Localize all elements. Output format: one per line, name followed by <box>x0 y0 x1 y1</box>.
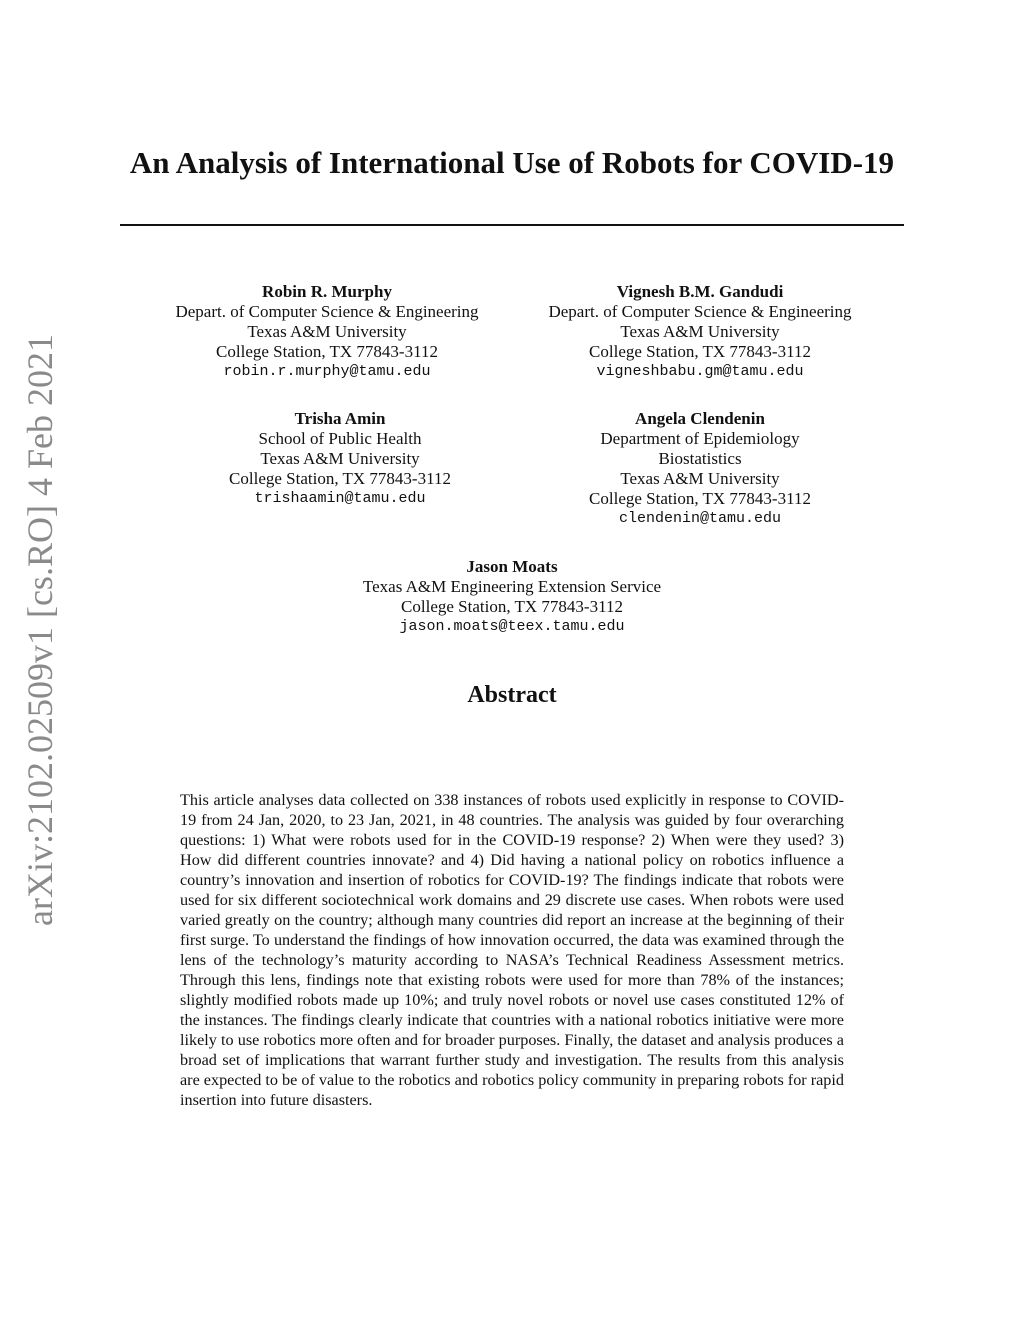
author-affiliation: Texas A&M University <box>247 322 407 341</box>
author-block <box>130 282 524 382</box>
author-address: College Station, TX 77843-3112 <box>229 469 451 488</box>
author-address: College Station, TX 77843-3112 <box>589 489 811 508</box>
author-email[interactable]: trishaamin@tamu.edu <box>254 490 426 507</box>
author-block <box>500 282 900 382</box>
author-name: Angela Clendenin <box>635 409 765 428</box>
author-affiliation: Biostatistics <box>658 449 742 468</box>
title-rule <box>120 224 904 226</box>
author-address: College Station, TX 77843-3112 <box>401 597 623 616</box>
author-address: College Station, TX 77843-3112 <box>216 342 438 361</box>
author-name: Jason Moats <box>466 557 558 576</box>
author-address: College Station, TX 77843-3112 <box>589 342 811 361</box>
author-affiliation: Department of Epidemiology <box>600 429 800 448</box>
author-affiliation: Texas A&M Engineering Extension Service <box>362 577 662 596</box>
author-affiliation: Depart. of Computer Science & Engineering <box>175 302 479 321</box>
author-email[interactable]: vigneshbabu.gm@tamu.edu <box>596 363 804 380</box>
author-affiliation: Texas A&M University <box>620 469 780 488</box>
author-name: Trisha Amin <box>294 409 386 428</box>
author-name: Robin R. Murphy <box>262 282 392 301</box>
author-affiliation: Texas A&M University <box>620 322 780 341</box>
author-block <box>540 409 860 529</box>
abstract-text: This article analyses data collected on 338 instances of robots used explicitly in response to COVID-19 from 24 Jan, 2020, to 23 Jan, 2021, in 48 countries. The analysis was guided by four overarching questions: 1) What were robots used for in the COVID-19 response? 2) When were they used? 3) How did different countries innovate? and 4) Did having a national policy on robotics influence a country’s innovation and insertion of robotics for COVID-19? The findings indicate that robots were used for six different sociotechnical work domains and 29 discrete use cases. When robots were used varied greatly on the country; although many countries did report an increase at the beginning of their first surge. To understand the findings of how innovation occurred, the data was examined through the lens of the technology’s maturity according to NASA’s Technical Readiness Assessment metrics. Through this lens, findings note that existing robots were used for more than 78% of the instances; slightly modified robots made up 10%; and truly novel robots or novel use cases constituted 12% of the instances. The findings clearly indicate that countries with a national robotics initiative were more likely to use robotics more often and for broader purposes. Finally, the dataset and analysis produces a broad set of implications that warrant further study and investigation. The results from this analysis are expected to be of value to the robotics and robotics policy community in preparing robots for rapid insertion into future disasters. <box>180 791 844 1109</box>
author-affiliation: Depart. of Computer Science & Engineering <box>548 302 852 321</box>
author-block <box>312 557 712 637</box>
author-email[interactable]: jason.moats@teex.tamu.edu <box>399 618 625 635</box>
author-block <box>190 409 490 509</box>
author-name: Vignesh B.M. Gandudi <box>616 282 784 301</box>
paper-title: An Analysis of International Use of Robots for COVID-19 <box>129 145 895 180</box>
author-email[interactable]: robin.r.murphy@tamu.edu <box>223 363 431 380</box>
abstract-heading: Abstract <box>467 682 557 708</box>
arxiv-identifier: arXiv:2102.02509v1 [cs.RO] 4 Feb 2021 <box>20 334 60 926</box>
author-email[interactable]: clendenin@tamu.edu <box>618 510 782 527</box>
author-affiliation: School of Public Health <box>258 429 422 448</box>
author-affiliation: Texas A&M University <box>260 449 420 468</box>
